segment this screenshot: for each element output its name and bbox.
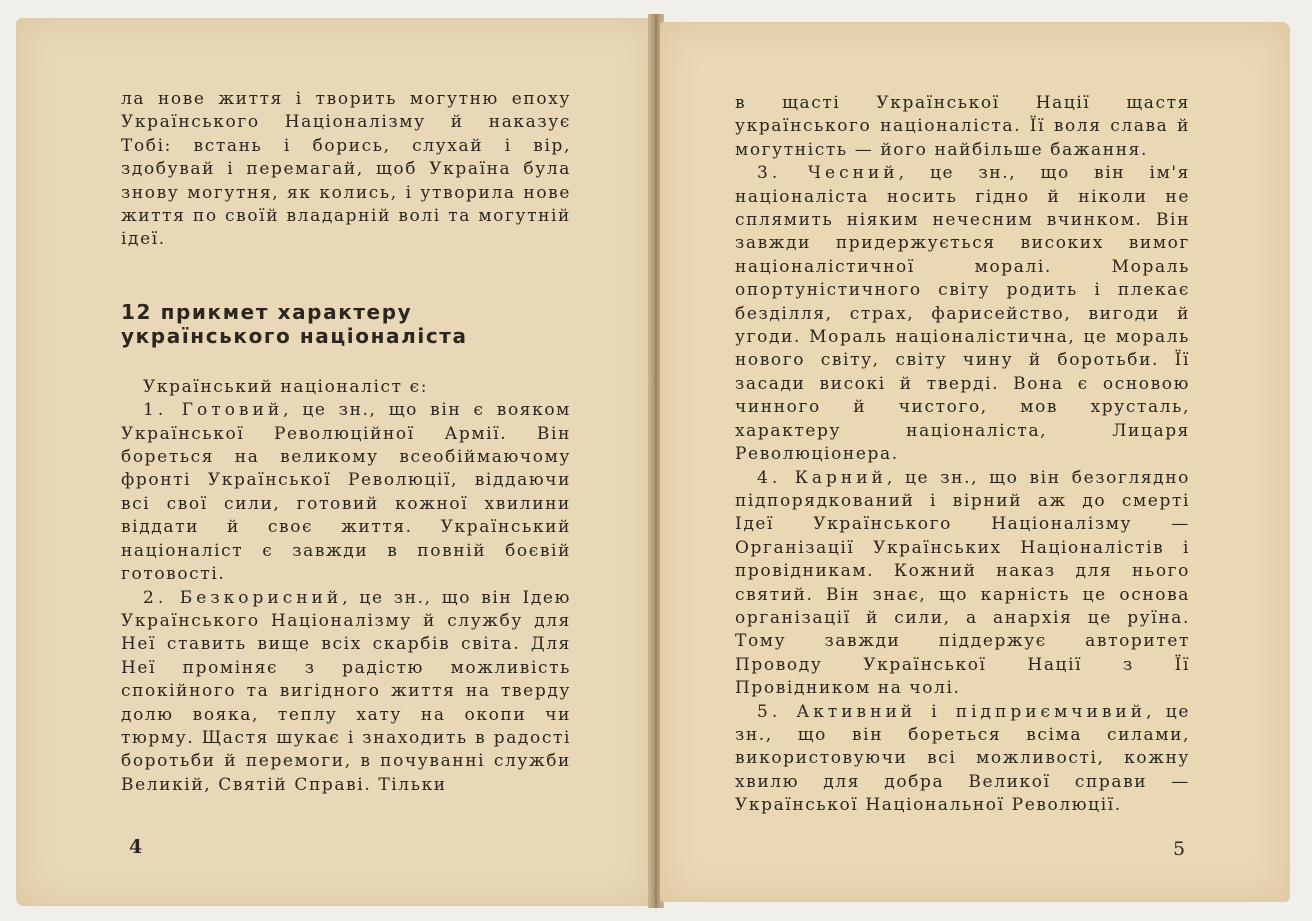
item-5-term: 5. Активний і підприємчивий <box>757 701 1147 722</box>
left-page <box>16 18 656 906</box>
right-page-text <box>735 92 1190 818</box>
item-3-term: 3. Чесний <box>757 163 899 184</box>
item-5-text: , це зн., що він бореться всіма силами, використовуючи всі можливості, кожну хвилю для добра Великої справи — Української Національної Революції. <box>735 701 1190 816</box>
item-3-paragraph <box>735 162 1190 466</box>
heading-line-2: українського націоналіста <box>121 323 468 348</box>
section-heading <box>121 300 571 348</box>
left-page-text <box>121 88 571 797</box>
item-2-paragraph <box>121 587 571 798</box>
page-number-left: 4 <box>129 836 143 858</box>
item-4-term: 4. Карний <box>757 467 887 488</box>
heading-line-1: 12 прикмет характеру <box>121 299 413 324</box>
intro-paragraph: ла нове життя і творить могутню епоху Українського Націоналізму й наказує Тобі: встань і борись, слухай і вір, здобувай і перемагай, щоб Україна була знову могутня, як колись, і утворила нове життя по своїй владарній волі та могутній ідеї. <box>121 89 571 250</box>
item-2-term: 2. Безкорисний <box>143 587 343 608</box>
item-1-term: 1. Готовий <box>143 400 284 421</box>
continuation-paragraph: в щасті Української Нації щастя українського націоналіста. Її воля слава й могутність — його найбільше бажання. <box>735 93 1190 160</box>
right-page <box>660 22 1290 902</box>
item-4-text: , це зн., що він безоглядно підпорядкований і вірний аж до смерті Ідеї Українського Націоналізму — Організації Українських Націоналістів і провідникам. Кожний наказ для нього святий. Він знає, що карність це основа організації й сили, а анархія це руїна. Тому завжди піддержує авторитет Проводу Української Нації з Її Провідником на чолі. <box>735 467 1191 699</box>
item-4-paragraph <box>735 467 1190 701</box>
page-number-right: 5 <box>1173 838 1186 860</box>
item-2-text: , це зн., що він Ідею Українського Націоналізму й службу для Неї ставить вище всіх скарбів світа. Для Неї проміняє з радістю можливість спокійного та вигідного життя на тверду долю вояка, теплу хату на окопи чи тюрму. Щастя шукає і знаходить в радості боротьби й перемоги, в почуванні служби Великій, Святій Справі. Тільки <box>121 587 571 795</box>
item-5-paragraph <box>735 701 1190 818</box>
item-1-text: , це зн., що він є вояком Української Революційної Армії. Він бореться на великому всеобіймаючому фронті Української Революції, віддаючи всі свої сили, готовий кожної хвилини віддати й своє життя. Український націоналіст є завжди в повній боєвій готовості. <box>121 400 571 585</box>
lead-line: Український націоналіст є: <box>143 376 429 397</box>
item-3-text: , це зн., що він ім'я націоналіста носить гідно й ніколи не сплямить ніяким нечесним вчинком. Він завжди придержується високих вимог націоналістичної моралі. Мораль опортуністичного світу родить і плекає безділля, страх, фарисейство, вигоди й угоди. Мораль націоналістична, це мораль нового світу, світу чину й боротьби. Її засади високі й тверді. Вона є основою чинного й чистого, мов хрусталь, характеру націоналіста, Лицаря Революціонера. <box>735 163 1190 465</box>
item-1-paragraph <box>121 399 571 586</box>
